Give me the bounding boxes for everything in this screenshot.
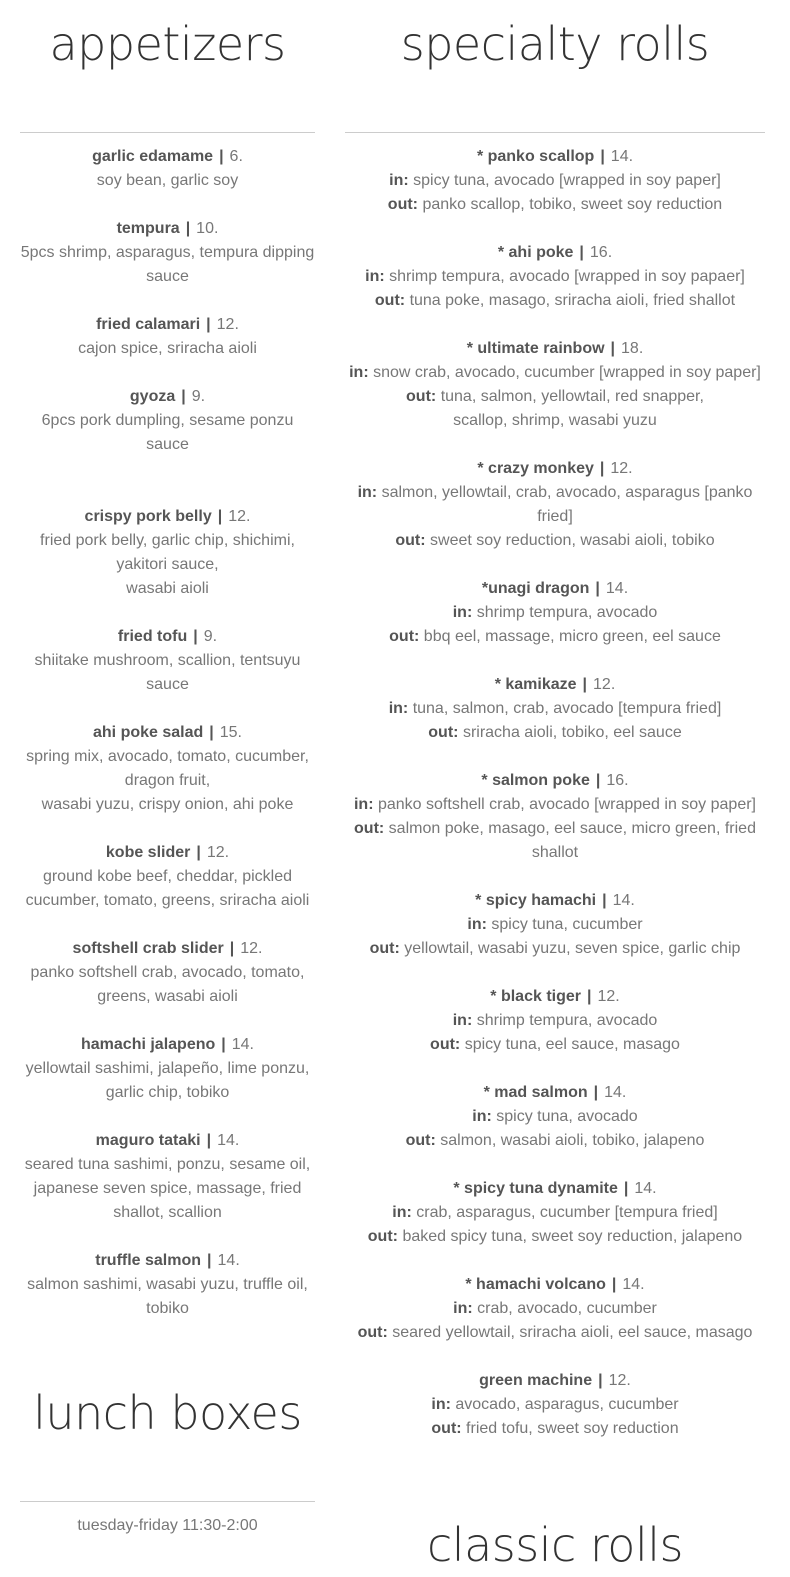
item-description: spring mix, avocado, tomato, cucumber, dragon fruit,: [26, 748, 309, 789]
inside-ingredients: spicy tuna, avocado [wrapped in soy paper]: [413, 172, 721, 189]
item-name: fried calamari: [96, 316, 201, 333]
outside-ingredients: fried tofu, sweet soy reduction: [466, 1420, 679, 1437]
in-label: in:: [452, 604, 473, 621]
lunch-hours: tuesday-friday 11:30-2:00: [77, 1517, 258, 1534]
price-separator: |: [582, 676, 588, 693]
item-name: softshell crab slider: [72, 940, 224, 957]
price-separator: |: [611, 1276, 617, 1293]
inside-ingredients: spicy tuna, avocado: [496, 1108, 638, 1125]
roll-outside: [345, 289, 765, 313]
item-name: ahi poke salad: [93, 724, 204, 741]
price-separator: |: [217, 508, 223, 525]
roll-price: 12.: [597, 988, 620, 1005]
outside-ingredients: spicy tuna, eel sauce, masago: [464, 1036, 680, 1053]
item-name: gyoza: [129, 388, 176, 405]
out-label: out:: [389, 628, 420, 645]
price-separator: |: [623, 1180, 629, 1197]
specialty-roll-list: [345, 145, 765, 1441]
roll-price: 14.: [612, 892, 635, 909]
roll-item: [345, 457, 765, 553]
roll-item: [345, 577, 765, 649]
price-separator: |: [206, 1132, 212, 1149]
item-name: kobe slider: [105, 844, 191, 861]
in-label: in:: [365, 268, 385, 285]
item-price: 6.: [229, 148, 243, 165]
roll-item: [345, 1369, 765, 1441]
roll-name: * spicy hamachi: [475, 892, 597, 909]
item-name: garlic edamame: [92, 148, 214, 165]
roll-price: 12.: [608, 1372, 631, 1389]
roll-outside: [345, 1129, 765, 1153]
out-label: out:: [374, 292, 406, 309]
roll-header: [345, 145, 765, 169]
roll-outside: [345, 1321, 765, 1345]
price-separator: |: [586, 988, 592, 1005]
out-label: out:: [387, 196, 418, 213]
in-label: in:: [353, 796, 374, 813]
roll-name: * kamikaze: [494, 676, 577, 693]
out-label: out:: [357, 1324, 388, 1341]
price-separator: |: [579, 244, 584, 261]
item-header: [20, 1249, 315, 1273]
inside-ingredients: shrimp tempura, avocado: [476, 604, 658, 621]
roll-inside: [345, 793, 765, 817]
lunch-boxes-divider: [20, 1501, 315, 1502]
roll-outside: [345, 721, 765, 745]
menu-item: [20, 1249, 315, 1321]
outside-ingredients: panko scallop, tobiko, sweet soy reduction: [422, 196, 723, 213]
outside-ingredients: tuna poke, masago, sriracha aioli, fried shallot: [409, 292, 736, 309]
roll-header: [345, 1273, 765, 1297]
appetizers-divider: [20, 132, 315, 133]
roll-item: [345, 769, 765, 865]
roll-price: 14.: [605, 580, 629, 597]
roll-outside: [345, 193, 765, 217]
out-label: out:: [431, 1420, 462, 1437]
roll-header: [345, 769, 765, 793]
price-separator: |: [599, 460, 605, 477]
price-separator: |: [600, 148, 605, 165]
inside-ingredients: snow crab, avocado, cucumber [wrapped in soy paper]: [373, 364, 761, 381]
roll-item: [345, 1273, 765, 1345]
roll-name: * ahi poke: [497, 244, 574, 261]
item-price: 14.: [217, 1132, 240, 1149]
specialty-rolls-title: specialty rolls: [400, 17, 710, 71]
item-header: [20, 841, 315, 865]
item-description: shiitake mushroom, scallion, tentsuyu sauce: [34, 652, 301, 693]
roll-outside: [345, 1225, 765, 1249]
price-separator: |: [593, 1084, 599, 1101]
roll-outside: [345, 817, 765, 865]
roll-name: * spicy tuna dynamite: [453, 1180, 618, 1197]
item-description: 5pcs shrimp, asparagus, tempura dipping sauce: [20, 244, 315, 285]
roll-name: * black tiger: [490, 988, 581, 1005]
out-label: out:: [430, 1036, 461, 1053]
item-name: truffle salmon: [95, 1252, 202, 1269]
price-separator: |: [206, 316, 211, 333]
roll-name: * salmon poke: [481, 772, 590, 789]
roll-name: *unagi dragon: [481, 580, 590, 597]
item-header: [20, 313, 315, 337]
item-header: [20, 1033, 315, 1057]
roll-inside: [345, 169, 765, 193]
out-label: out:: [367, 1228, 398, 1245]
roll-price: 12.: [593, 676, 616, 693]
roll-name: * crazy monkey: [477, 460, 594, 477]
item-description: soy bean, garlic soy: [96, 172, 239, 189]
inside-ingredients: crab, asparagus, cucumber [tempura fried]: [416, 1204, 718, 1221]
outside-ingredients: bbq eel, massage, micro green, eel sauce: [423, 628, 721, 645]
roll-price: 16.: [606, 772, 629, 789]
roll-header: [345, 889, 765, 913]
item-description: 6pcs pork dumpling, sesame ponzu sauce: [41, 412, 294, 453]
roll-inside: [345, 361, 765, 385]
roll-price: 14.: [634, 1180, 657, 1197]
roll-item: [345, 889, 765, 961]
roll-item: [345, 241, 765, 313]
menu-item: [20, 145, 315, 193]
in-label: in:: [357, 484, 378, 501]
in-label: in:: [453, 1300, 473, 1317]
roll-outside: [345, 385, 765, 409]
price-separator: |: [185, 220, 191, 237]
roll-name: * panko scallop: [476, 148, 595, 165]
roll-header: [345, 457, 765, 481]
menu-item: [20, 625, 315, 697]
price-separator: |: [595, 772, 601, 789]
item-header: [20, 1129, 315, 1153]
outside-ingredients: baked spicy tuna, sweet soy reduction, jalapeno: [402, 1228, 743, 1245]
roll-outside: [345, 1033, 765, 1057]
roll-price: 14.: [604, 1084, 627, 1101]
roll-price: 14.: [622, 1276, 645, 1293]
classic-rolls-title: classic rolls: [427, 1518, 683, 1572]
roll-inside: [345, 601, 765, 625]
in-label: in:: [388, 700, 409, 717]
out-label: out:: [354, 820, 385, 837]
specialty-rolls-column: [345, 0, 765, 1577]
roll-header: [345, 1369, 765, 1393]
inside-ingredients: avocado, asparagus, cucumber: [455, 1396, 679, 1413]
item-price: 12.: [206, 844, 230, 861]
price-separator: |: [181, 388, 186, 405]
price-separator: |: [196, 844, 201, 861]
roll-inside: [345, 1201, 765, 1225]
item-description-line2: wasabi aioli: [126, 580, 209, 597]
menu-item: [20, 1129, 315, 1225]
roll-inside: [345, 1009, 765, 1033]
item-description: seared tuna sashimi, ponzu, sesame oil, japanese seven spice, massage, fried shallot, scallion: [24, 1156, 311, 1221]
menu-item: [20, 313, 315, 361]
item-price: 9.: [203, 628, 218, 645]
inside-ingredients: panko softshell crab, avocado [wrapped in soy paper]: [377, 796, 756, 813]
roll-outside-line2: scallop, shrimp, wasabi yuzu: [453, 412, 657, 429]
in-label: in:: [472, 1108, 492, 1125]
price-separator: |: [219, 148, 224, 165]
item-price: 12.: [240, 940, 263, 957]
item-header: [20, 385, 315, 409]
inside-ingredients: spicy tuna, cucumber: [491, 916, 643, 933]
roll-item: [345, 673, 765, 745]
item-name: hamachi jalapeno: [81, 1036, 216, 1053]
out-label: out:: [406, 388, 437, 405]
roll-header: [345, 673, 765, 697]
roll-price: 18.: [621, 340, 644, 357]
price-separator: |: [221, 1036, 226, 1053]
item-description: panko softshell crab, avocado, tomato, greens, wasabi aioli: [30, 964, 305, 1005]
appetizer-list: [20, 145, 315, 1321]
item-header: [20, 505, 315, 529]
roll-item: [345, 985, 765, 1057]
roll-outside: [345, 1417, 765, 1441]
roll-outside: [345, 529, 765, 553]
appetizers-title: appetizers: [49, 17, 286, 71]
menu-item: [20, 841, 315, 913]
price-separator: |: [229, 940, 235, 957]
specialty-rolls-divider: [345, 132, 765, 133]
roll-inside: [345, 913, 765, 937]
price-separator: |: [209, 724, 214, 741]
roll-header: [345, 577, 765, 601]
out-label: out:: [405, 1132, 436, 1149]
price-separator: |: [610, 340, 616, 357]
item-description: ground kobe beef, cheddar, pickled cucumber, tomato, greens, sriracha aioli: [25, 868, 310, 909]
item-name: crispy pork belly: [84, 508, 212, 525]
menu-item: [20, 505, 315, 601]
price-separator: |: [193, 628, 198, 645]
item-header: [20, 625, 315, 649]
menu-item: [20, 217, 315, 289]
inside-ingredients: crab, avocado, cucumber: [477, 1300, 657, 1317]
item-description-line2: wasabi yuzu, crispy onion, ahi poke: [41, 796, 294, 813]
roll-price: 12.: [610, 460, 633, 477]
item-name: tempura: [116, 220, 180, 237]
in-label: in:: [392, 1204, 412, 1221]
item-price: 10.: [196, 220, 219, 237]
roll-inside: [345, 1393, 765, 1417]
roll-header: [345, 1177, 765, 1201]
roll-header: [345, 241, 765, 265]
outside-ingredients: sweet soy reduction, wasabi aioli, tobiko: [430, 532, 715, 549]
roll-item: [345, 1081, 765, 1153]
roll-item: [345, 337, 765, 433]
outside-ingredients: salmon, wasabi aioli, tobiko, jalapeno: [440, 1132, 705, 1149]
item-price: 14.: [217, 1252, 240, 1269]
appetizers-column: [20, 0, 315, 1538]
menu-item: [20, 385, 315, 457]
price-separator: |: [595, 580, 600, 597]
roll-inside: [345, 697, 765, 721]
outside-ingredients: salmon poke, masago, eel sauce, micro green, fried shallot: [388, 820, 756, 861]
roll-name: * mad salmon: [483, 1084, 588, 1101]
roll-name: * hamachi volcano: [465, 1276, 606, 1293]
item-description: fried pork belly, garlic chip, shichimi, yakitori sauce,: [40, 532, 295, 573]
in-label: in:: [389, 172, 409, 189]
roll-outside: [345, 625, 765, 649]
inside-ingredients: tuna, salmon, crab, avocado [tempura fried]: [412, 700, 722, 717]
item-header: [20, 217, 315, 241]
out-label: out:: [395, 532, 426, 549]
out-label: out:: [369, 940, 400, 957]
item-description: yellowtail sashimi, jalapeño, lime ponzu, garlic chip, tobiko: [25, 1060, 310, 1101]
item-price: 9.: [191, 388, 206, 405]
item-price: 12.: [216, 316, 239, 333]
roll-inside: [345, 1105, 765, 1129]
roll-header: [345, 1081, 765, 1105]
price-separator: |: [207, 1252, 212, 1269]
roll-inside: [345, 1297, 765, 1321]
item-price: 14.: [231, 1036, 254, 1053]
menu-item: [20, 721, 315, 817]
roll-header: [345, 985, 765, 1009]
in-label: in:: [349, 364, 369, 381]
price-separator: |: [598, 1372, 603, 1389]
item-price: 12.: [228, 508, 251, 525]
price-separator: |: [602, 892, 607, 909]
inside-ingredients: shrimp tempura, avocado: [476, 1012, 658, 1029]
item-header: [20, 145, 315, 169]
item-header: [20, 721, 315, 745]
roll-name: green machine: [479, 1372, 593, 1389]
roll-name: * ultimate rainbow: [466, 340, 605, 357]
roll-header: [345, 337, 765, 361]
item-name: maguro tataki: [95, 1132, 201, 1149]
roll-item: [345, 1177, 765, 1249]
inside-ingredients: salmon, yellowtail, crab, avocado, asparagus [panko fried]: [381, 484, 753, 525]
roll-inside: [345, 481, 765, 529]
roll-inside: [345, 265, 765, 289]
item-description: salmon sashimi, wasabi yuzu, truffle oil, tobiko: [27, 1276, 308, 1317]
roll-price: 16.: [589, 244, 613, 261]
item-name: fried tofu: [117, 628, 188, 645]
outside-ingredients: tuna, salmon, yellowtail, red snapper,: [440, 388, 704, 405]
outside-ingredients: sriracha aioli, tobiko, eel sauce: [462, 724, 682, 741]
roll-price: 14.: [610, 148, 634, 165]
roll-outside: [345, 937, 765, 961]
outside-ingredients: seared yellowtail, sriracha aioli, eel sauce, masago: [392, 1324, 753, 1341]
inside-ingredients: shrimp tempura, avocado [wrapped in soy papaer]: [389, 268, 745, 285]
in-label: in:: [431, 1396, 451, 1413]
item-price: 15.: [219, 724, 242, 741]
out-label: out:: [428, 724, 459, 741]
item-header: [20, 937, 315, 961]
item-description: cajon spice, sriracha aioli: [78, 340, 257, 357]
in-label: in:: [467, 916, 487, 933]
outside-ingredients: yellowtail, wasabi yuzu, seven spice, garlic chip: [404, 940, 741, 957]
roll-item: [345, 145, 765, 217]
menu-item: [20, 937, 315, 1009]
menu-item: [20, 1033, 315, 1105]
in-label: in:: [452, 1012, 473, 1029]
lunch-boxes-title: lunch boxes: [33, 1386, 302, 1440]
